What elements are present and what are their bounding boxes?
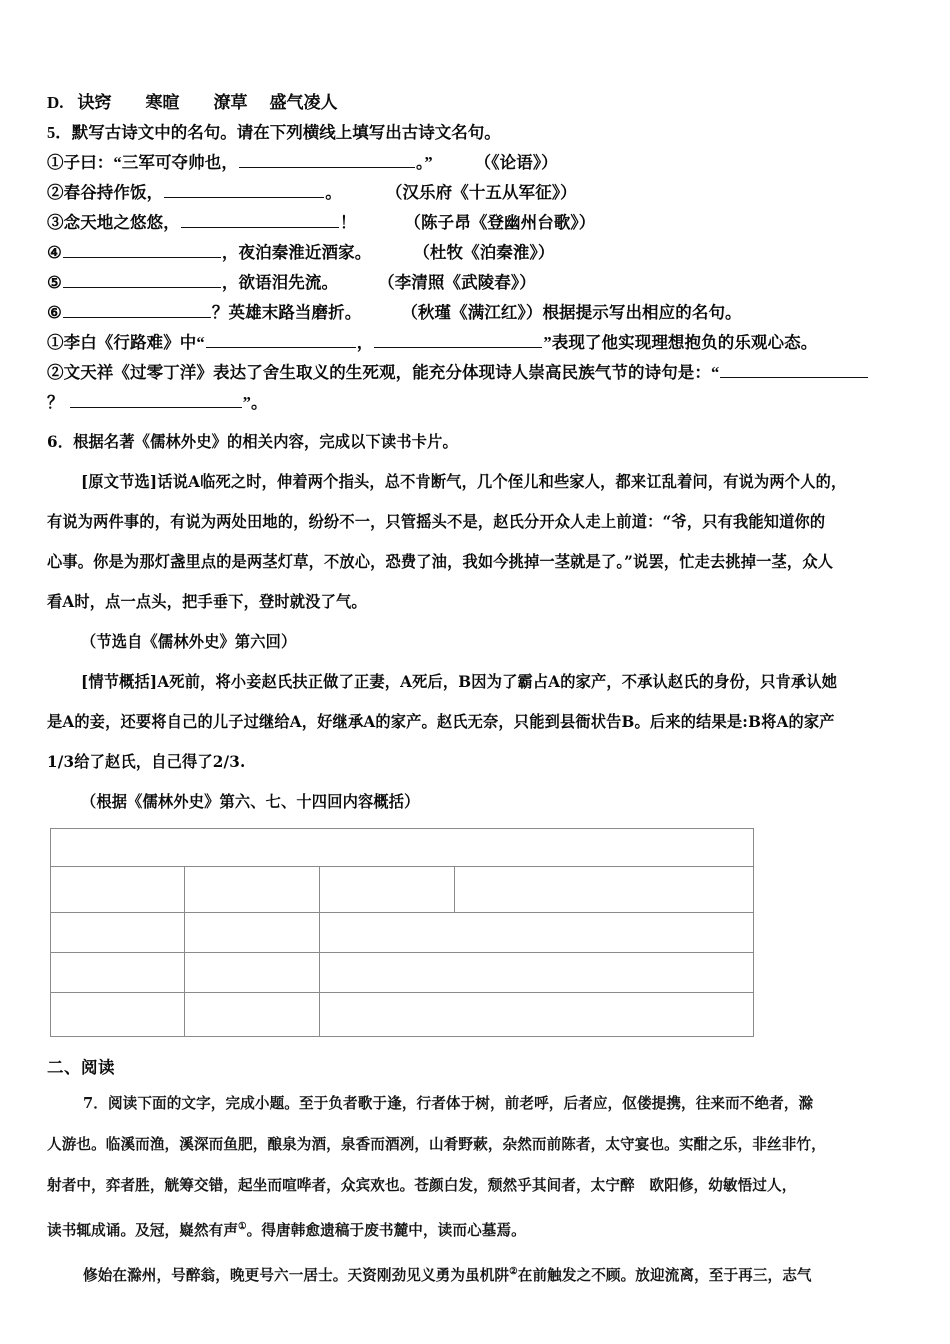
option-item-4: 盛气凌人 (269, 93, 338, 112)
q5-item-1 (47, 148, 909, 178)
question-6-heading: 6．根据名著《儒林外史》的相关内容，完成以下读书卡片。 (47, 432, 458, 452)
readcard-cell-b-traits[interactable] (320, 993, 754, 1037)
q5-item-2-before: 春谷持作饭， (63, 183, 164, 202)
q5-sub-2-blank-a[interactable] (720, 363, 868, 378)
q5-sub-1-mid: ， (356, 333, 374, 352)
option-row-d (47, 88, 909, 118)
q6-excerpt-source: （节选自《儒林外史》第六回） (81, 632, 297, 652)
q5-item-1-num: ① (47, 153, 64, 172)
readcard-col-header-code (51, 913, 185, 953)
q7-line-3: 射者中，弈者胜，觥筹交错，起坐而喧哗者，众宾欢也。苍颜白发，颓然乎其间者，太宁醉 欧阳修，幼敏悟过人， (47, 1177, 797, 1194)
q6-excerpt-line-4: 看A时，点一点头，把手垂下，登时就没了气。 (47, 592, 367, 612)
readcard-cell-book-value (185, 867, 320, 913)
q5-item-5-num: ⑤ (47, 273, 62, 292)
q5-sub-2-lead: 文天祥《过零丁洋》表达了舍生取义的生死观，能充分体现诗人崇高民族气节的诗句是：“ (63, 363, 720, 382)
q5-item-6-num: ⑥ (47, 303, 62, 322)
q5-item-6-blank[interactable] (63, 303, 211, 318)
q5-item-2-num: ② (47, 183, 64, 202)
readcard-cell-a-code (51, 953, 185, 993)
footnote-marker-1: ① (238, 1221, 247, 1232)
q5-sub-2-cont-prefix: ？ (47, 393, 64, 412)
q5-item-3-num: ③ (47, 213, 64, 232)
q5-sub-item-2 (47, 358, 909, 388)
q7-line-1: 7．阅读下面的文字，完成小题。至于负者歌于逢，行者体于树，前老呼，后者应，伛偻提携，往来而不绝者，滁 (83, 1095, 814, 1112)
q5-item-5-blank[interactable] (63, 273, 221, 288)
readcard-title-row (51, 829, 754, 867)
q7-line-2: 人游也。临溪而渔，溪深而鱼肥，酿泉为酒，泉香而酒冽，山肴野蔌，杂然而前陈者，太守宴也。实酣之乐，非丝非竹， (47, 1136, 826, 1153)
readcard-cell-book-label (51, 867, 185, 913)
section-2-title: 二、阅读 (47, 1058, 115, 1077)
q5-sub-1-lead: 李白《行路难》中“ (63, 333, 205, 352)
q5-item-3-blank[interactable] (181, 213, 339, 228)
q5-item-3-source: （陈子昂《登幽州台歌》） (404, 213, 596, 232)
readcard-cell-author-label (320, 867, 455, 913)
readcard-title (51, 829, 754, 867)
q6-excerpt-line-2: 有说为两件事的，有说为两处田地的，纷纷不一，只管摇头不是，赵氏分开众人走上前道：“爷，只有我能知道你的 (47, 512, 826, 532)
q5-item-2-after: 。 (325, 183, 342, 202)
q5-sub-2-blank-b[interactable] (70, 393, 242, 408)
q5-item-4-num: ④ (47, 243, 62, 262)
q5-sub-item-2-cont (47, 388, 909, 418)
readcard-col-header-traits (320, 913, 754, 953)
q5-item-4 (47, 238, 909, 268)
q5-item-3 (47, 208, 909, 238)
readcard-table (50, 828, 754, 1037)
footnote-marker-2: ② (509, 1265, 518, 1277)
q7-line-4-text: 读书辄成诵。及冠，嶷然有声 (47, 1221, 239, 1239)
q5-item-2 (47, 178, 909, 208)
q5-item-3-after: ！ (339, 213, 357, 232)
readcard-wrapper (47, 828, 909, 1037)
question-5-heading: 5．默写古诗文中的名句。请在下列横线上填写出古诗文名句。 (47, 123, 501, 142)
option-item-2: 寒暄 (145, 93, 180, 112)
q5-sub-1-tail: ”表现了他实现理想抱负的乐观心态。 (543, 333, 818, 352)
q5-sub-1-blank-b[interactable] (374, 333, 542, 348)
q5-item-3-before: 念天地之悠悠， (63, 213, 180, 232)
q5-item-5 (47, 268, 909, 298)
q5-item-4-after: ，夜泊秦淮近酒家。 (221, 243, 372, 262)
option-item-1: 诀窍 (77, 93, 112, 112)
q5-sub-1-num: ① (47, 333, 64, 352)
q5-item-1-source: （《论语》） (474, 153, 558, 172)
q5-item-5-source: （李清照《武陵春》） (378, 273, 536, 292)
readcard-row-header2 (51, 913, 754, 953)
q6-excerpt-line-1: [原文节选]话说A临死之时，伸着两个指头，总不肯断气，几个侄儿和些家人，都来讧乱着问，有说为两个人的， (81, 472, 847, 492)
q5-sub-2-cont-tail: ”。 (242, 393, 268, 412)
q5-item-1-blank[interactable] (239, 153, 415, 168)
q7-paragraph-2 (47, 1251, 909, 1296)
q6-excerpt-line-3: 心事。你是为那灯盏里点的是两茎灯草，不放心，恐费了油，我如今挑掉一茎就是了。”说罢，忙走去挑掉一茎，众人 (47, 552, 834, 572)
q5-item-1-after: 。” (415, 153, 433, 172)
q5-item-2-blank[interactable] (164, 183, 324, 198)
q5-sub-2-num: ② (47, 363, 64, 382)
readcard-row-b (51, 993, 754, 1037)
readcard-cell-b-code (51, 993, 185, 1037)
option-label-d: D. (47, 93, 64, 112)
readcard-cell-author-value[interactable] (455, 867, 754, 913)
q6-summary-source: （根据《儒林外史》第六、七、十四回内容概括） (81, 792, 420, 812)
page-content (47, 88, 909, 1296)
readcard-cell-a-traits[interactable] (320, 953, 754, 993)
q7-para2-part-b: 在前触发之不顾。放迎流离，至于再三，志气 (517, 1266, 812, 1284)
readcard-row-a (51, 953, 754, 993)
q6-summary-line-2: 是A的妾，还要将自己的儿子过继给A，好继承A的家产。赵氏无奈，只能到县衙状告B。后来的结果是:B将A的家产 (47, 712, 835, 732)
q5-item-6 (47, 298, 909, 328)
q5-item-4-blank[interactable] (63, 243, 221, 258)
readcard-row-book (51, 867, 754, 913)
readcard-cell-b-character[interactable] (185, 993, 320, 1037)
readcard-col-header-character (185, 913, 320, 953)
q6-summary-line-1: [情节概括]A死前，将小妾赵氏扶正做了正妻，A死后，B因为了霸占A的家产，不承认赵氏的身份，只肯承认她 (81, 672, 838, 692)
q5-item-2-source: （汉乐府《十五从军征》） (385, 183, 577, 202)
q5-item-1-before: 子曰：“三军可夺帅也， (63, 153, 238, 172)
q5-item-4-source: （杜牧《泊秦淮》） (413, 243, 555, 262)
q5-sub-1-blank-a[interactable] (206, 333, 356, 348)
readcard-cell-a-character[interactable] (185, 953, 320, 993)
q5-item-5-after: ，欲语泪先流。 (221, 273, 339, 292)
q5-item-6-source: （秋瑾《满江红》）根据提示写出相应的名句。 (401, 303, 742, 322)
q7-line-4 (47, 1206, 909, 1251)
q5-sub-item-1 (47, 328, 909, 358)
q7-para2-part-a: 修始在滁州，号醉翁，晚更号六一居士。天资刚劲见义勇为虽机阱 (83, 1266, 510, 1284)
q7-line-4-tail: 。得唐韩愈遗稿于废书麓中，读而心墓焉。 (246, 1221, 526, 1239)
option-item-3: 潦草 (213, 93, 248, 112)
q5-item-6-after: ？英雄末路当磨折。 (211, 303, 362, 322)
q6-summary-line-3: 1/3给了赵氏，自己得了2/3. (47, 752, 246, 772)
